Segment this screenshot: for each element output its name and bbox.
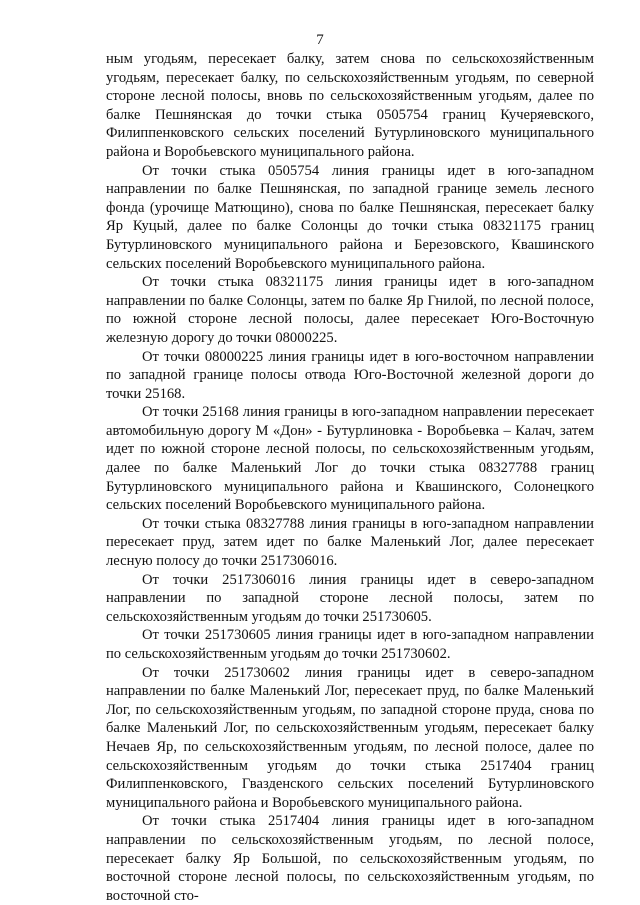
paragraph-point-08321175: От точки стыка 08321175 линия границы идет в юго-западном направлении по балке Солонцы, затем по балке Яр Гнилой, по лесной полосе, по южной стороне лесной полосы, далее пересекает Юго-Восточную железную дорогу до точки 08000225.: [106, 274, 594, 346]
paragraph-point-08327788: От точки стыка 08327788 линия границы в юго-западном направлении пересекает пруд, затем идет по балке Маленький Лог, далее пересекает лесную полосу до точки 2517306016.: [106, 515, 594, 570]
paragraph-continuation: ным угодьям, пересекает балку, затем снова по сельскохозяйственным угодьям, пересекает балку, по сельскохозяйственным угодьям, по северной стороне лесной полосы, вновь по сельскохозяйственным угодьям, далее по балке Пешнянская до точки стыка 0505754 границ Кучеряевского, Филиппенковского сельских поселений Бутурлиновского муниципального района и Воробьевского муниципального района.: [106, 51, 594, 160]
page-number: 7: [316, 32, 324, 48]
paragraph-point-08000225: От точки 08000225 линия границы идет в юго-восточном направлении по западной границе полосы отвода Юго-Восточной железной дороги до точки 25168.: [106, 348, 594, 402]
paragraph-point-25168: От точки 25168 линия границы в юго-западном направлении пересекает автомобильную дорогу М «Дон» - Бутурлиновка - Воробьевка – Калач, затем идет по южной стороне лесной полосы, по сельскохозяйственным угодьям, далее по балке Маленький Лог до точки стыка 08327788 границ Бутурлиновского муниципального района и Квашинского, Солонецкого сельских поселений Воробьевского муниципального района.: [106, 404, 594, 514]
paragraph-point-251730605: От точки 251730605 линия границы идет в юго-западном направлении по сельскохозяйственным угодьям до точки 251730602.: [106, 627, 594, 662]
document-body: [106, 50, 594, 905]
paragraph-point-2517404: От точки стыка 2517404 линия границы идет в юго-западном направлении по сельскохозяйственным угодьям, по лесной полосе, пересекает балку Яр Большой, по сельскохозяйственным угодьям, по восточной стороне лесной полосы, по сельскохозяйственным угодьям, по восточной сто-: [106, 813, 594, 904]
paragraph-point-2517306016: От точки 2517306016 линия границы идет в северо-западном направлении по западной стороне лесной полосы, затем по сельскохозяйственным угодьям до точки 251730605.: [106, 571, 594, 625]
paragraph-point-251730602: От точки 251730602 линия границы идет в северо-западном направлении по балке Маленький Лог, пересекает пруд, по балке Маленький Лог, по сельскохозяйственным угодьям, по западной стороне пруда, снова по балке Маленький Лог, по сельскохозяйственным угодьям, пересекает балку Нечаев Яр, по сельскохозяйственным угодьям, по лесной полосе, далее по сельскохозяйственным угодьям до точки стыка 2517404 границ Филиппенковского, Гвазденского сельских поселений Бутурлиновского муниципального района и Воробьевского муниципального района.: [106, 664, 594, 811]
paragraph-point-0505754: От точки стыка 0505754 линия границы идет в юго-западном направлении по балке Пешнянская, по западной границе земель лесного фонда (урочище Матющино), снова по балке Пешнянская, пересекает балку Яр Куцый, далее по балке Солонцы до точки стыка 08321175 границ Бутурлиновского муниципального района и Березовского, Квашинского сельских поселений Воробьевского муниципального района.: [106, 162, 594, 272]
